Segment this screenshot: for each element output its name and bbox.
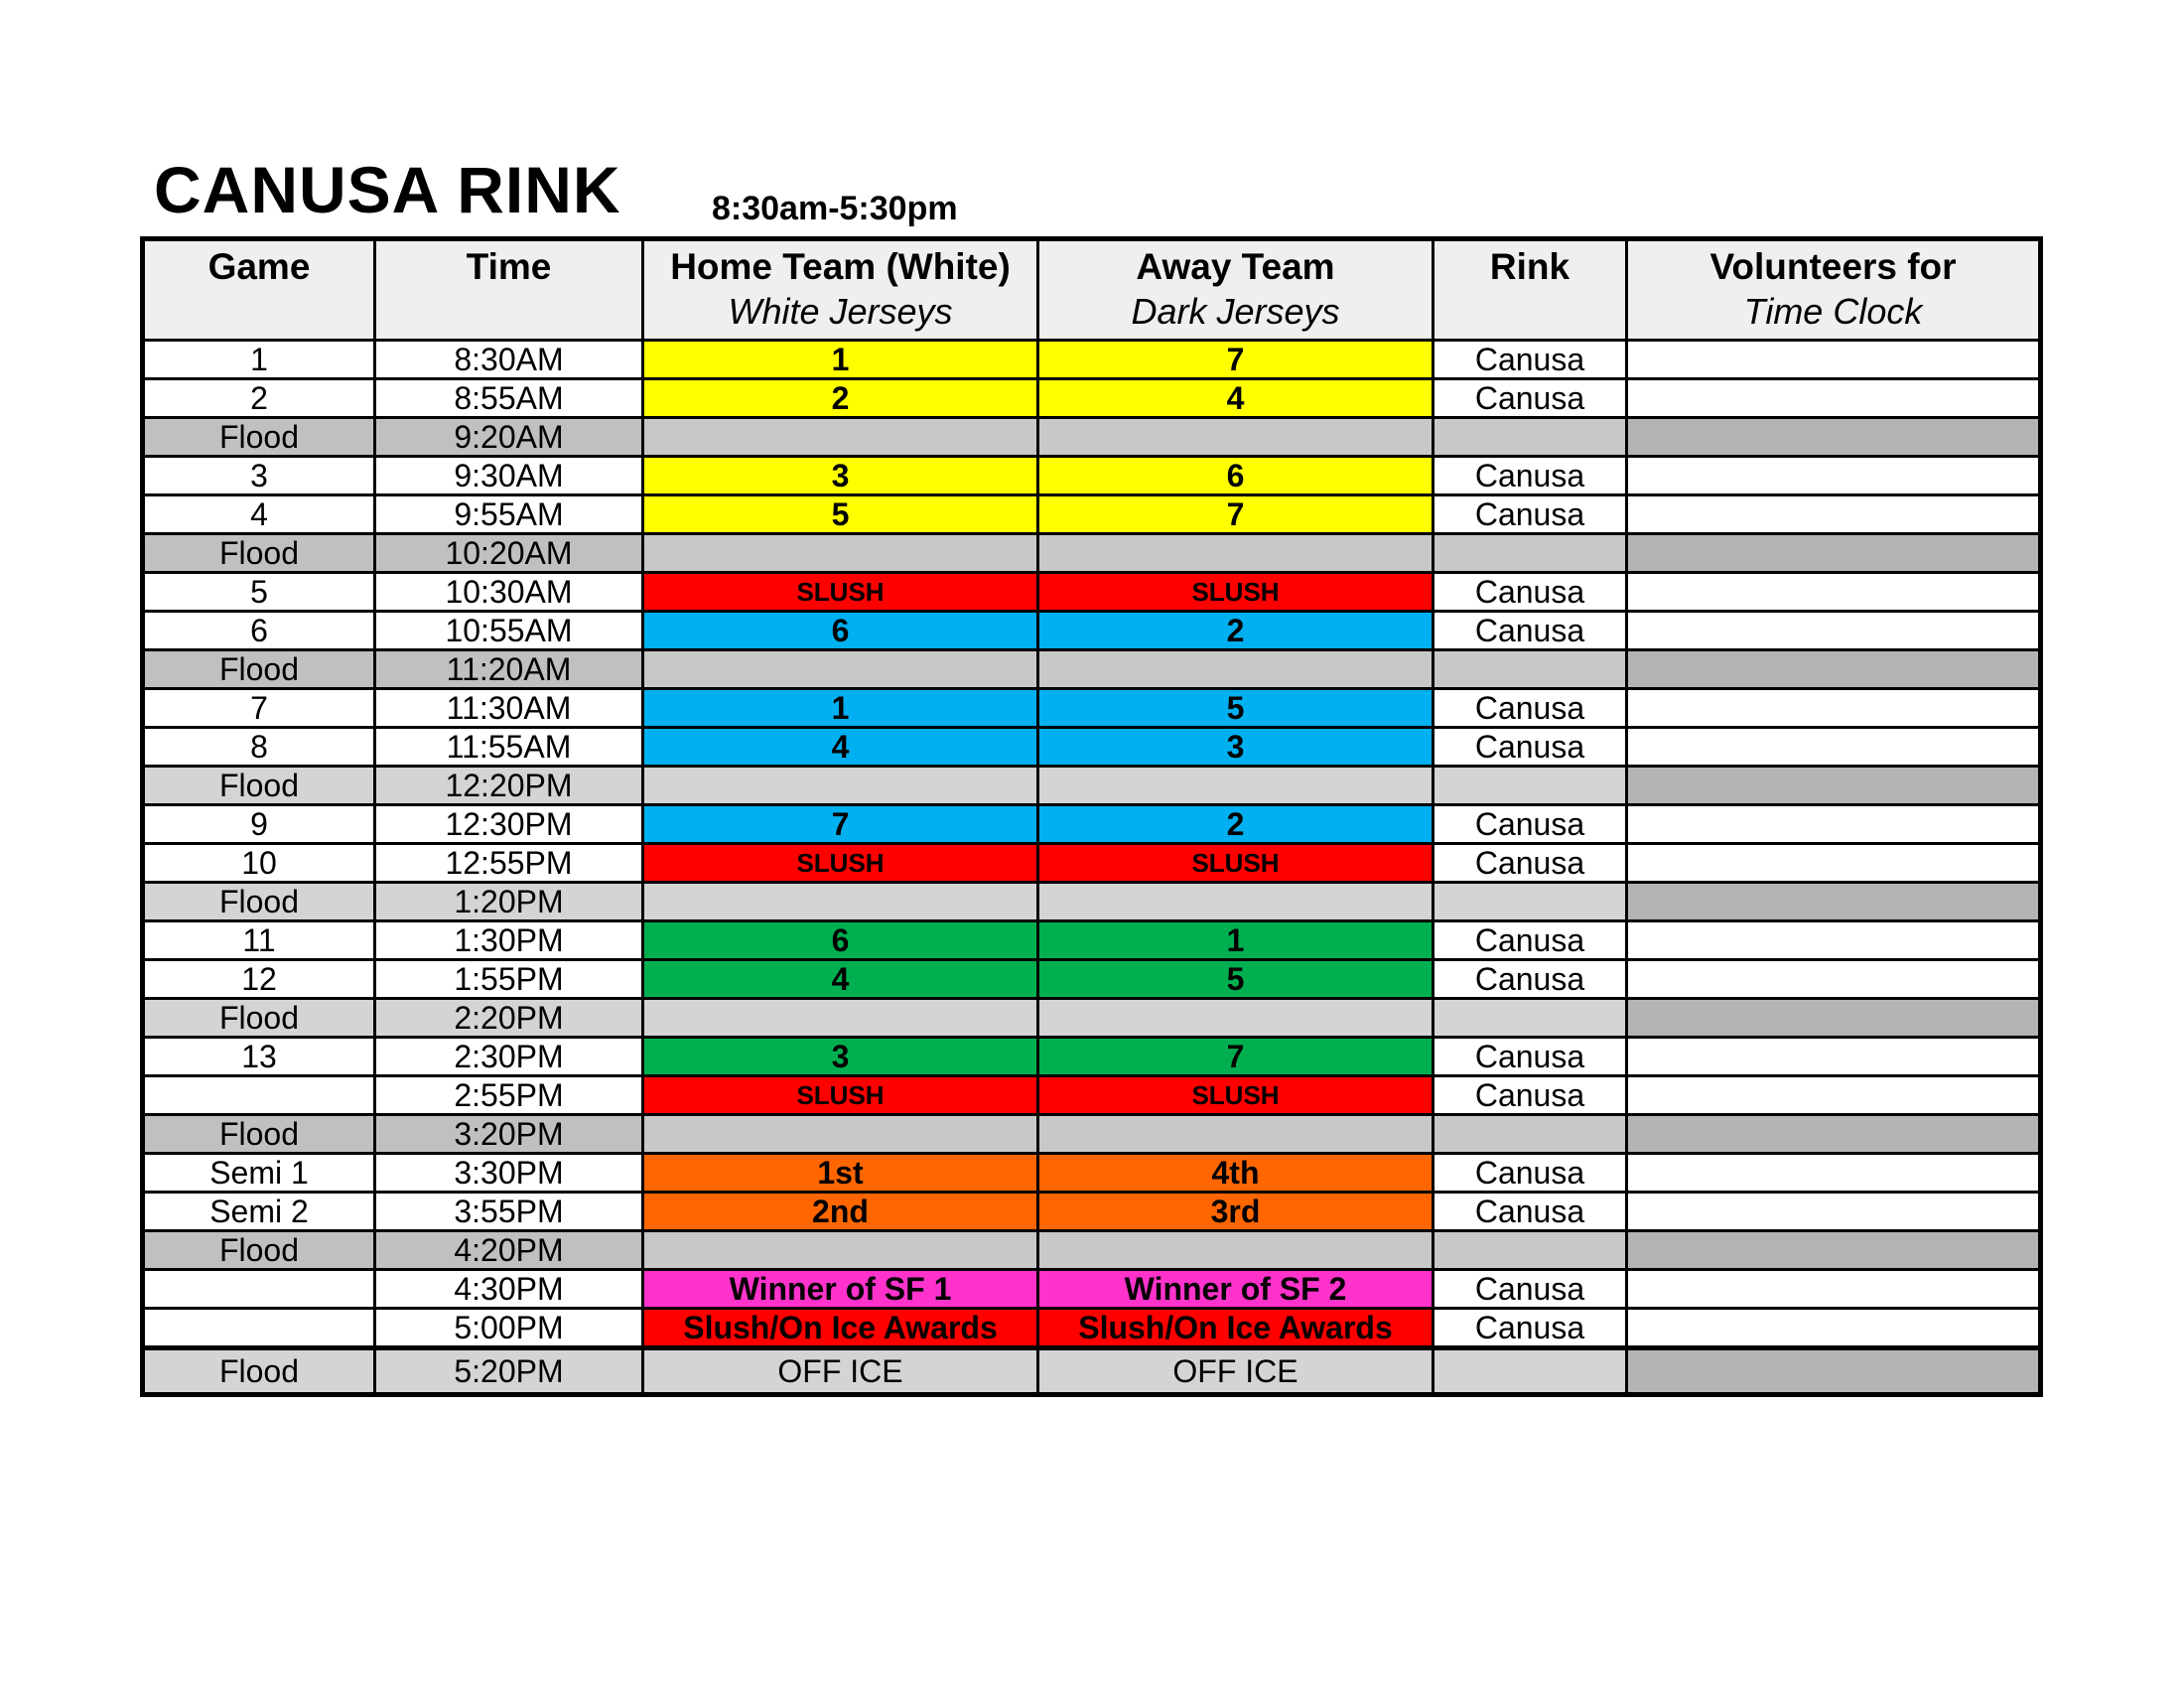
home-team-label: Home Team (White) <box>670 246 1011 287</box>
flood-row <box>143 999 2041 1038</box>
home-team-cell: 6 <box>643 921 1038 960</box>
home-team-cell <box>643 650 1038 689</box>
volunteer-cell[interactable] <box>1627 612 2041 650</box>
home-team-cell: 5 <box>643 495 1038 534</box>
game-row <box>143 805 2041 844</box>
time-cell: 11:30AM <box>375 689 643 728</box>
flood-row <box>143 1231 2041 1270</box>
time-cell: 10:30AM <box>375 573 643 612</box>
game-cell: 8 <box>143 728 375 767</box>
home-team-cell <box>643 767 1038 805</box>
away-team-cell <box>1038 418 1433 457</box>
away-team-cell: 3 <box>1038 728 1433 767</box>
game-cell <box>143 1309 375 1348</box>
rink-cell <box>1433 534 1627 573</box>
time-cell: 11:20AM <box>375 650 643 689</box>
volunteer-cell[interactable] <box>1627 1154 2041 1193</box>
time-cell: 9:30AM <box>375 457 643 495</box>
game-row <box>143 573 2041 612</box>
rink-cell: Canusa <box>1433 457 1627 495</box>
away-team-jersey-label: Dark Jerseys <box>1131 291 1340 332</box>
home-team-cell: OFF ICE <box>643 1348 1038 1395</box>
home-team-cell <box>643 1115 1038 1154</box>
volunteer-cell[interactable] <box>1627 960 2041 999</box>
volunteer-cell[interactable] <box>1627 728 2041 767</box>
game-cell: Flood <box>143 534 375 573</box>
time-cell: 2:20PM <box>375 999 643 1038</box>
game-cell: 12 <box>143 960 375 999</box>
time-cell: 5:00PM <box>375 1309 643 1348</box>
flood-row <box>143 767 2041 805</box>
time-cell: 3:55PM <box>375 1193 643 1231</box>
away-team-cell: SLUSH <box>1038 573 1433 612</box>
time-cell: 12:20PM <box>375 767 643 805</box>
schedule-body <box>143 341 2041 1395</box>
away-team-cell: 1 <box>1038 921 1433 960</box>
home-team-cell: 6 <box>643 612 1038 650</box>
time-cell: 2:55PM <box>375 1076 643 1115</box>
away-team-cell: 2 <box>1038 612 1433 650</box>
game-cell: Flood <box>143 418 375 457</box>
away-team-cell: 2 <box>1038 805 1433 844</box>
time-cell: 9:20AM <box>375 418 643 457</box>
header-row <box>143 239 2041 341</box>
home-team-cell: SLUSH <box>643 844 1038 883</box>
rink-cell <box>1433 1348 1627 1395</box>
game-cell: 10 <box>143 844 375 883</box>
away-team-cell <box>1038 883 1433 921</box>
rink-cell <box>1433 650 1627 689</box>
flood-row <box>143 650 2041 689</box>
volunteer-cell[interactable] <box>1627 379 2041 418</box>
rink-cell: Canusa <box>1433 1154 1627 1193</box>
rink-cell <box>1433 1231 1627 1270</box>
away-team-cell: 7 <box>1038 495 1433 534</box>
game-row <box>143 379 2041 418</box>
game-cell <box>143 1270 375 1309</box>
home-team-cell <box>643 534 1038 573</box>
game-cell: 6 <box>143 612 375 650</box>
volunteer-cell[interactable] <box>1627 767 2041 805</box>
flood-row <box>143 1348 2041 1395</box>
time-cell: 8:30AM <box>375 341 643 379</box>
rink-cell: Canusa <box>1433 379 1627 418</box>
game-cell: Flood <box>143 1348 375 1395</box>
game-row <box>143 1309 2041 1348</box>
rink-cell: Canusa <box>1433 341 1627 379</box>
rink-cell: Canusa <box>1433 1038 1627 1076</box>
home-team-cell: 2nd <box>643 1193 1038 1231</box>
away-team-cell: OFF ICE <box>1038 1348 1433 1395</box>
time-clock-label: Time Clock <box>1743 291 1923 332</box>
game-row <box>143 1038 2041 1076</box>
game-row <box>143 960 2041 999</box>
game-cell: 2 <box>143 379 375 418</box>
away-team-cell <box>1038 1115 1433 1154</box>
rink-cell <box>1433 999 1627 1038</box>
rink-cell: Canusa <box>1433 1270 1627 1309</box>
time-cell: 10:20AM <box>375 534 643 573</box>
volunteer-cell[interactable] <box>1627 418 2041 457</box>
rink-cell: Canusa <box>1433 495 1627 534</box>
rink-cell: Canusa <box>1433 728 1627 767</box>
game-cell: Flood <box>143 999 375 1038</box>
volunteer-cell[interactable] <box>1627 495 2041 534</box>
game-cell: Flood <box>143 1115 375 1154</box>
rink-cell: Canusa <box>1433 573 1627 612</box>
col-header-game: Game <box>143 239 375 341</box>
game-cell: 3 <box>143 457 375 495</box>
rink-cell: Canusa <box>1433 1309 1627 1348</box>
home-team-cell: 1st <box>643 1154 1038 1193</box>
away-team-cell: SLUSH <box>1038 844 1433 883</box>
home-team-cell: 1 <box>643 341 1038 379</box>
away-team-cell: 5 <box>1038 960 1433 999</box>
game-cell: 9 <box>143 805 375 844</box>
volunteer-cell[interactable] <box>1627 573 2041 612</box>
game-cell: Flood <box>143 650 375 689</box>
time-cell: 1:55PM <box>375 960 643 999</box>
away-team-cell <box>1038 534 1433 573</box>
rink-cell: Canusa <box>1433 960 1627 999</box>
volunteer-cell[interactable] <box>1627 1348 2041 1395</box>
volunteer-cell[interactable] <box>1627 1115 2041 1154</box>
rink-cell <box>1433 883 1627 921</box>
time-cell: 4:20PM <box>375 1231 643 1270</box>
rink-cell: Canusa <box>1433 844 1627 883</box>
volunteer-cell[interactable] <box>1627 1309 2041 1348</box>
time-cell: 12:55PM <box>375 844 643 883</box>
home-team-cell: 3 <box>643 1038 1038 1076</box>
rink-cell: Canusa <box>1433 1076 1627 1115</box>
flood-row <box>143 534 2041 573</box>
time-cell: 9:55AM <box>375 495 643 534</box>
volunteer-cell[interactable] <box>1627 1038 2041 1076</box>
home-team-cell: 3 <box>643 457 1038 495</box>
away-team-cell <box>1038 650 1433 689</box>
game-cell: 5 <box>143 573 375 612</box>
game-cell: 13 <box>143 1038 375 1076</box>
time-cell: 3:20PM <box>375 1115 643 1154</box>
home-team-cell: Winner of SF 1 <box>643 1270 1038 1309</box>
away-team-label: Away Team <box>1136 246 1335 287</box>
away-team-cell: 6 <box>1038 457 1433 495</box>
home-team-cell: SLUSH <box>643 573 1038 612</box>
time-cell: 8:55AM <box>375 379 643 418</box>
away-team-cell: 7 <box>1038 1038 1433 1076</box>
home-team-cell: 7 <box>643 805 1038 844</box>
rink-cell <box>1433 767 1627 805</box>
away-team-cell <box>1038 999 1433 1038</box>
away-team-cell: SLUSH <box>1038 1076 1433 1115</box>
rink-cell: Canusa <box>1433 921 1627 960</box>
rink-hours: 8:30am-5:30pm <box>712 190 958 227</box>
time-cell: 11:55AM <box>375 728 643 767</box>
game-cell: 1 <box>143 341 375 379</box>
game-row <box>143 341 2041 379</box>
rink-cell: Canusa <box>1433 805 1627 844</box>
away-team-cell <box>1038 767 1433 805</box>
game-cell: Semi 2 <box>143 1193 375 1231</box>
home-team-jersey-label: White Jerseys <box>728 291 953 332</box>
flood-row <box>143 1115 2041 1154</box>
home-team-cell: Slush/On Ice Awards <box>643 1309 1038 1348</box>
rink-cell: Canusa <box>1433 689 1627 728</box>
game-cell <box>143 1076 375 1115</box>
volunteer-cell[interactable] <box>1627 1193 2041 1231</box>
rink-cell <box>1433 1115 1627 1154</box>
game-row <box>143 844 2041 883</box>
home-team-cell: 4 <box>643 728 1038 767</box>
game-row <box>143 921 2041 960</box>
game-cell: Flood <box>143 883 375 921</box>
time-cell: 10:55AM <box>375 612 643 650</box>
col-header-rink: Rink <box>1433 239 1627 341</box>
game-row <box>143 1076 2041 1115</box>
away-team-cell: 4 <box>1038 379 1433 418</box>
home-team-cell: SLUSH <box>643 1076 1038 1115</box>
volunteer-cell[interactable] <box>1627 999 2041 1038</box>
game-cell: Semi 1 <box>143 1154 375 1193</box>
col-header-away-team <box>1038 239 1433 341</box>
game-row <box>143 1193 2041 1231</box>
game-cell: 11 <box>143 921 375 960</box>
game-cell: 4 <box>143 495 375 534</box>
rink-cell <box>1433 418 1627 457</box>
game-row <box>143 612 2041 650</box>
volunteer-cell[interactable] <box>1627 805 2041 844</box>
flood-row <box>143 883 2041 921</box>
game-cell: 7 <box>143 689 375 728</box>
time-cell: 1:30PM <box>375 921 643 960</box>
time-cell: 1:20PM <box>375 883 643 921</box>
time-cell: 3:30PM <box>375 1154 643 1193</box>
away-team-cell: Winner of SF 2 <box>1038 1270 1433 1309</box>
col-header-home-team <box>643 239 1038 341</box>
volunteer-cell[interactable] <box>1627 534 2041 573</box>
page-title: CANUSA RINK <box>154 153 621 226</box>
volunteer-cell[interactable] <box>1627 883 2041 921</box>
game-cell: Flood <box>143 767 375 805</box>
game-row <box>143 1154 2041 1193</box>
away-team-cell: 7 <box>1038 341 1433 379</box>
volunteer-cell[interactable] <box>1627 1270 2041 1309</box>
home-team-cell: 1 <box>643 689 1038 728</box>
time-cell: 5:20PM <box>375 1348 643 1395</box>
time-cell: 12:30PM <box>375 805 643 844</box>
volunteers-label: Volunteers for <box>1709 246 1957 287</box>
home-team-cell <box>643 999 1038 1038</box>
volunteer-cell[interactable] <box>1627 341 2041 379</box>
rink-cell: Canusa <box>1433 1193 1627 1231</box>
game-row <box>143 1270 2041 1309</box>
game-row <box>143 728 2041 767</box>
game-row <box>143 689 2041 728</box>
away-team-cell: 5 <box>1038 689 1433 728</box>
volunteer-cell[interactable] <box>1627 1076 2041 1115</box>
game-row <box>143 495 2041 534</box>
away-team-cell: 3rd <box>1038 1193 1433 1231</box>
time-cell: 4:30PM <box>375 1270 643 1309</box>
home-team-cell <box>643 1231 1038 1270</box>
home-team-cell <box>643 883 1038 921</box>
game-row <box>143 457 2041 495</box>
volunteer-cell[interactable] <box>1627 1231 2041 1270</box>
volunteer-cell[interactable] <box>1627 689 2041 728</box>
away-team-cell: 4th <box>1038 1154 1433 1193</box>
col-header-time: Time <box>375 239 643 341</box>
time-cell: 2:30PM <box>375 1038 643 1076</box>
volunteer-cell[interactable] <box>1627 457 2041 495</box>
home-team-cell <box>643 418 1038 457</box>
volunteer-cell[interactable] <box>1627 844 2041 883</box>
volunteer-cell[interactable] <box>1627 650 2041 689</box>
game-cell: Flood <box>143 1231 375 1270</box>
away-team-cell <box>1038 1231 1433 1270</box>
col-header-volunteers <box>1627 239 2041 341</box>
home-team-cell: 2 <box>643 379 1038 418</box>
volunteer-cell[interactable] <box>1627 921 2041 960</box>
schedule-table <box>140 236 2043 1397</box>
rink-cell: Canusa <box>1433 612 1627 650</box>
away-team-cell: Slush/On Ice Awards <box>1038 1309 1433 1348</box>
home-team-cell: 4 <box>643 960 1038 999</box>
flood-row <box>143 418 2041 457</box>
